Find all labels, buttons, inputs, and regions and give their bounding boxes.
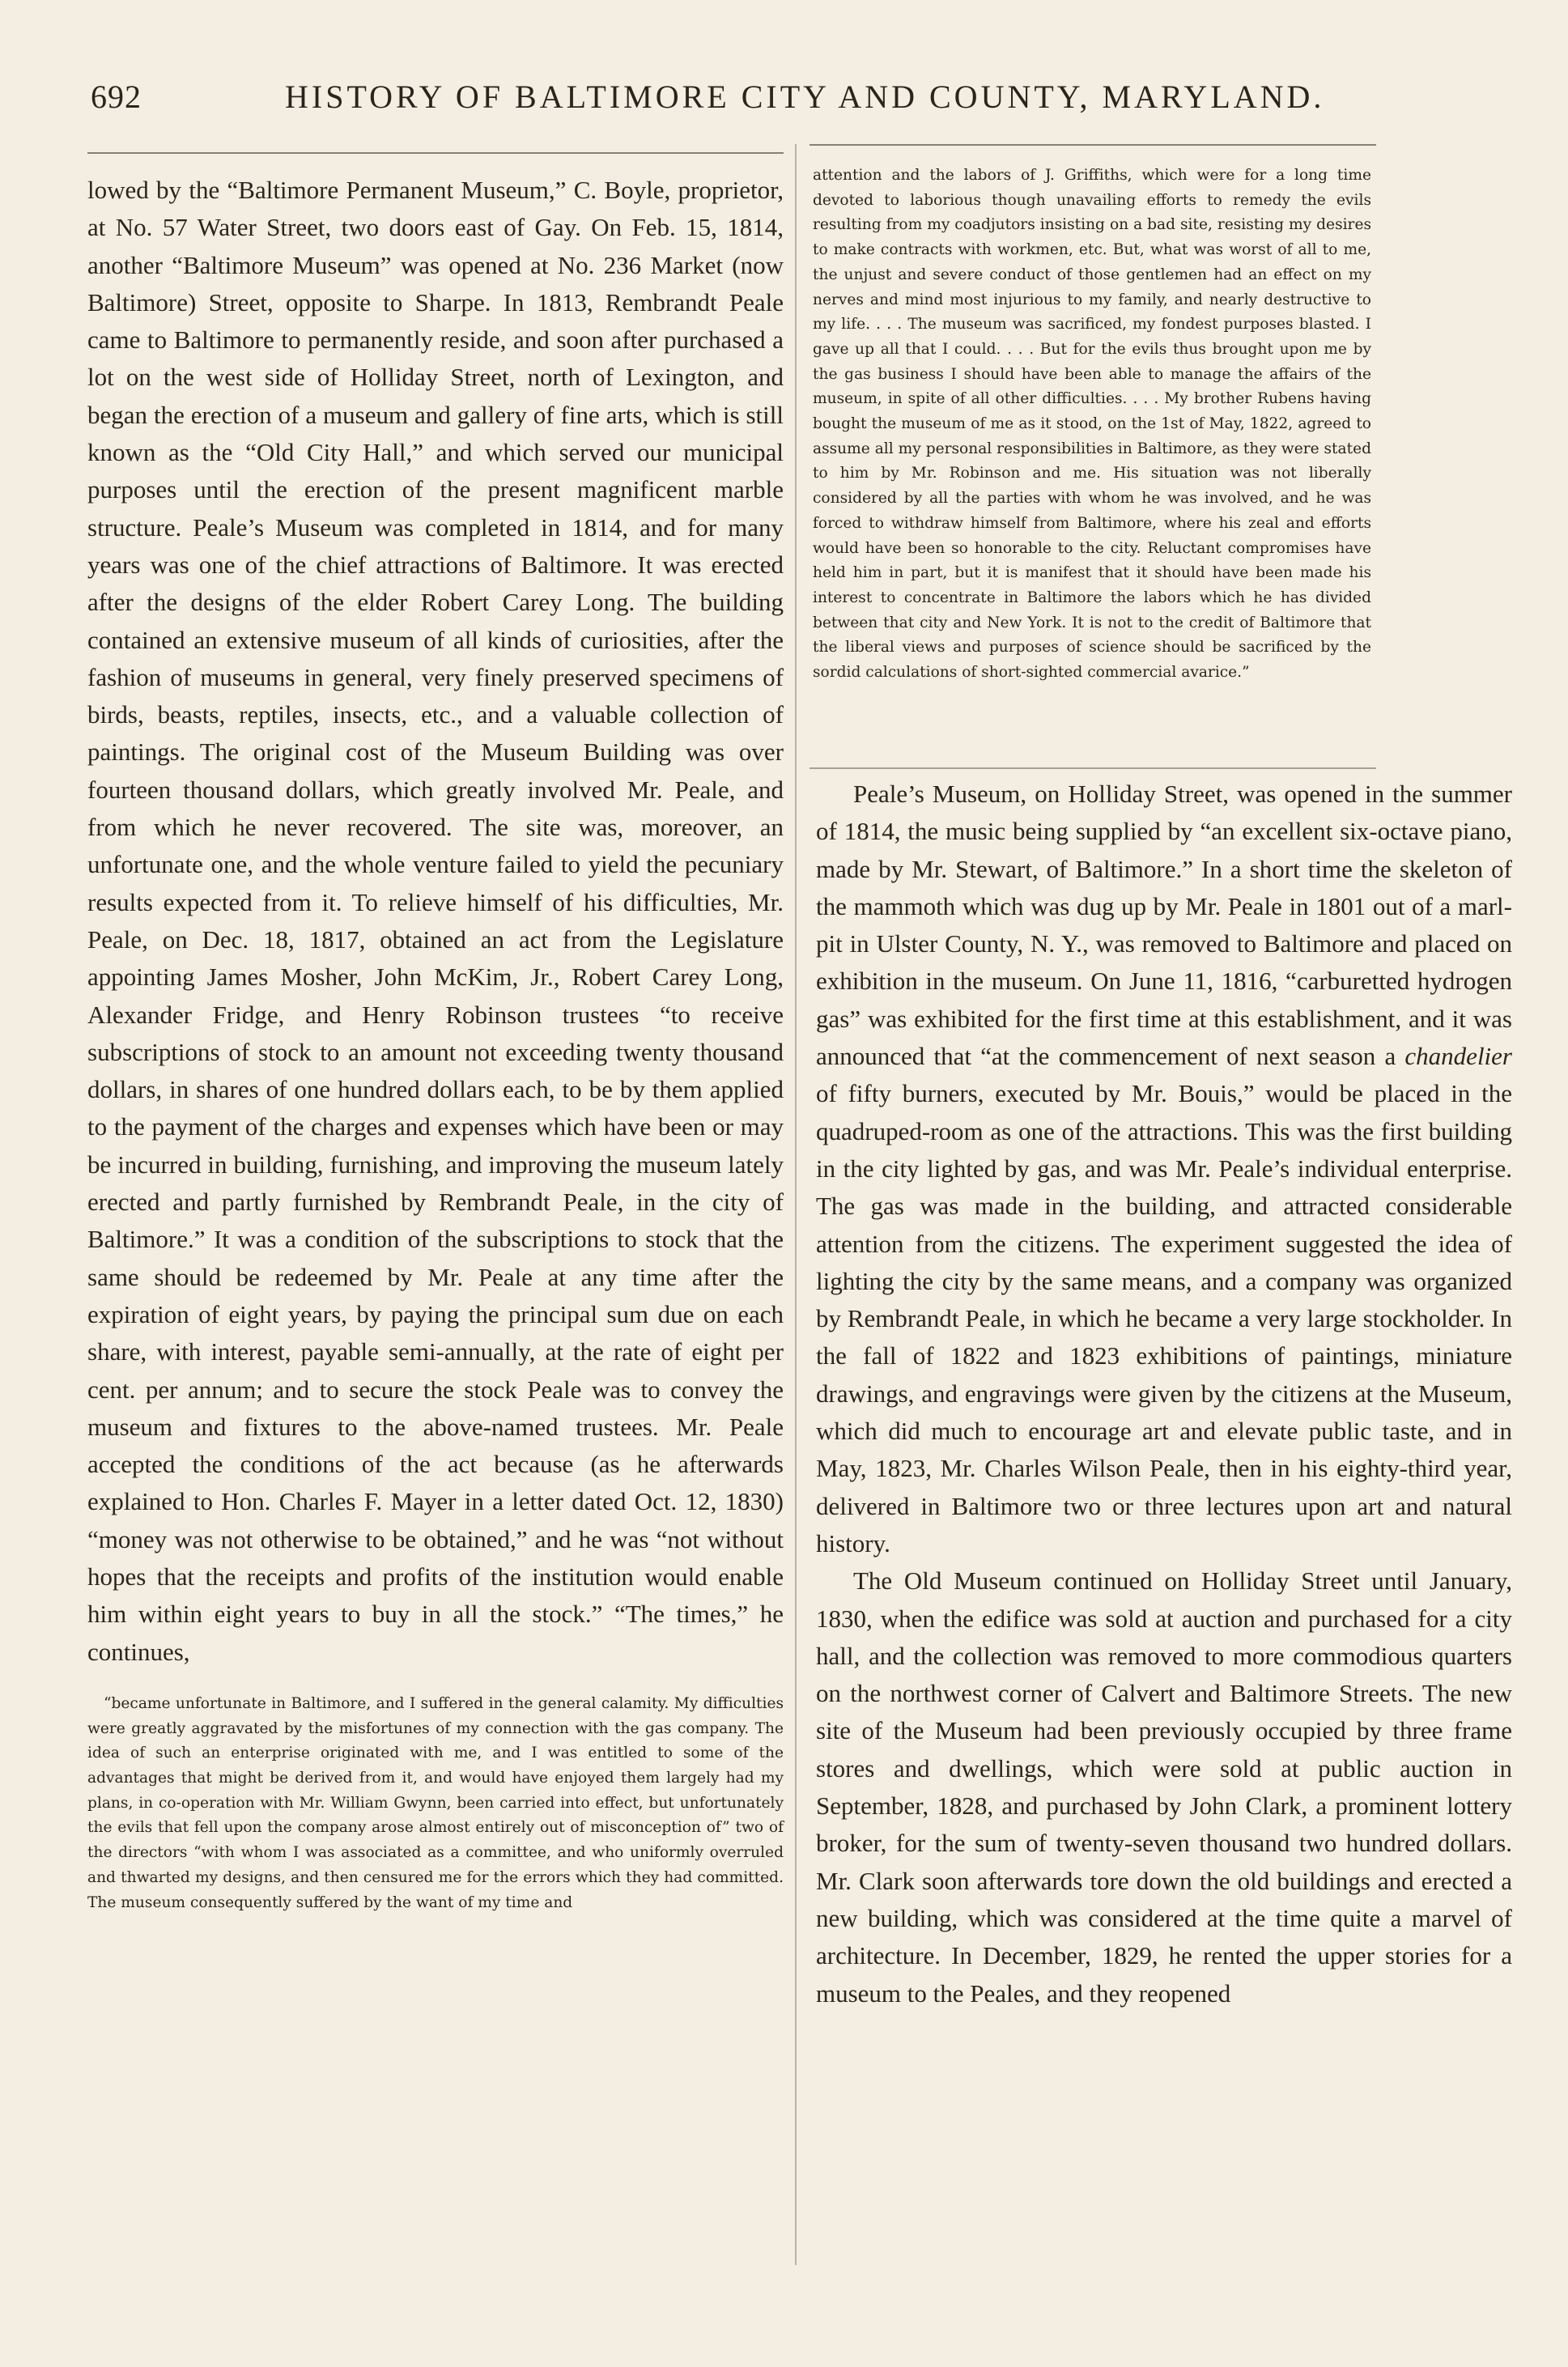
paragraph-text: of fifty burners, executed by Mr. Bouis,” would be placed in the quadruped-room as one of the attractions. This was the first building in the city lighted by gas, and was Mr. Peale’s individual enterprise. The gas was made in the building, and attracted considerable attention from the citizens. The experiment suggested the idea of lighting the city by the same means, and a company was organized by Rembrandt Peale, in which he became a very large stockholder. In the fall of 1822 and 1823 exhibitions of paintings, miniature drawings, and engravings were given by the citizens at the Museum, which did much to encourage art and elevate public taste, and in May, 1823, Mr. Charles Wilson Peale, then in his eighty-third year, delivered in Baltimore two or three lectures upon art and natural history.: [816, 1079, 1512, 1557]
footnote: “became unfortunate in Baltimore, and I suffered in the general calamity. My difficulties were greatly aggravated by the misfortunes of my connection with the gas company. The idea of such an enterprise originated with me, and I was entitled to some of the advantages that might be derived from it, and would have enjoyed them largely had my plans, in co-operation with Mr. William Gwynn, been carried into effect, but unfortunately the evils that fell upon the company arose almost entirely out of misconception of” two of the directors “with whom I was associated as a committee, and who uniformly overruled and thwarted my designs, and then censured me for the errors which they had committed. The museum consequently suffered by the want of my time and: [87, 1694, 784, 1911]
right-column-rule: [809, 144, 1376, 146]
column-separator: [795, 144, 797, 2265]
paragraph-text: Peale’s Museum, on Holliday Street, was opened in the summer of 1814, the music being supplied by “an excellent six-octave piano, made by Mr. Stewart, of Baltimore.” In a short time the skeleton of the mammoth which was dug up by Mr. Peale in 1801 out of a marl-pit in Ulster County, N. Y., was removed to Baltimore and placed on exhibition in the museum. On June 11, 1816, “carburetted hydrogen gas” was exhibited for the first time at this establishment, and it was announced that “at the commencement of next season a: [816, 780, 1512, 1071]
right-paragraph-2: The Old Museum continued on Holliday Street until January, 1830, when the edifice was sold at auction and purchased for a city hall, and the collection was removed to more commodious quarters on the northwest corner of Calvert and Baltimore Streets. The new site of the Museum had been previously occupied by three frame stores and dwellings, which were sold at public auction in September, 1828, and purchased by John Clark, a prominent lottery broker, for the sum of twenty-seven thousand two hundred dollars. Mr. Clark soon afterwards tore down the old buildings and erected a new building, which was considered at the time quite a marvel of architecture. In December, 1829, he rented the upper stories for a museum to the Peales, and they reopened: [816, 1566, 1512, 2008]
footnote-separator: [809, 767, 1376, 769]
left-column-rule: [87, 152, 784, 154]
italic-word: chandelier: [1404, 1042, 1512, 1071]
left-paragraph: lowed by the “Baltimore Permanent Museum,” C. Boyle, proprietor, at No. 57 Water Street, two doors east of Gay. On Feb. 15, 1814, another “Baltimore Museum” was opened at No. 236 Market (now Baltimore) Street, opposite to Sharpe. In 1813, Rembrandt Peale came to Baltimore to permanently reside, and soon after purchased a lot on the west side of Holliday Street, north of Lexington, and began the erection of a museum and gallery of fine arts, which is still known as the “Old City Hall,” and which served our municipal purposes until the erection of the present magnificent marble structure. Peale’s Museum was completed in 1814, and for many years was one of the chief attractions of Baltimore. It was erected after the designs of the elder Robert Carey Long. The building contained an extensive museum of all kinds of curiosities, after the fashion of museums in general, very finely preserved specimens of birds, beasts, reptiles, insects, etc., and a valuable collection of paintings. The original cost of the Museum Building was over fourteen thousand dollars, which greatly involved Mr. Peale, and from which he never recovered. The site was, moreover, an unfortunate one, and the whole venture failed to yield the pecuniary results expected from it. To relieve himself of his difficulties, Mr. Peale, on Dec. 18, 1817, obtained an act from the Legislature appointing James Mosher, John McKim, Jr., Robert Carey Long, Alexander Fridge, and Henry Robinson trustees “to receive subscriptions of stock to an amount not exceeding twenty thousand dollars, in shares of one hundred dollars each, to be by them applied to the payment of the charges and expenses which have been or may be incurred in building, furnishing, and improving the museum lately erected and partly furnished by Rembrandt Peale, in the city of Baltimore.” It was a condition of the subscriptions to stock that the same should be redeemed by Mr. Peale at any time after the expiration of eight years, by paying the principal sum due on each share, with interest, payable semi-annually, at the rate of eight per cent. per annum; and to secure the stock Peale was to convey the museum and fixtures to the above-named trustees. Mr. Peale accepted the conditions of the act because (as he afterwards explained to Hon. Charles F. Mayer in a letter dated Oct. 12, 1830) “money was not otherwise to be obtained,” and he was “not without hopes that the receipts and profits of the institution would enable him within eight years to buy in all the stock.” “The times,” he continues,: [87, 176, 784, 1666]
page-header: [91, 78, 1353, 126]
right-column-body: [816, 776, 1512, 2012]
running-title: HISTORY OF BALTIMORE CITY AND COUNTY, MARYLAND.: [285, 79, 1325, 115]
page-number: 692: [91, 79, 142, 115]
right-column-footnote: [813, 164, 1371, 686]
right-paragraph-1: [816, 776, 1512, 1562]
left-column: [87, 172, 784, 1915]
footnote-continued: attention and the labors of J. Griffiths, which were for a long time devoted to laborious though unavailing efforts to remedy the evils resulting from my coadjutors insisting on a bad site, resisting my desires to make contracts with workmen, etc. But, what was worst of all to me, the unjust and severe conduct of those gentlemen had an effect on my nerves and mind most injurious to my family, and nearly destructive to my life. . . . The museum was sacrificed, my fondest purposes blasted. I gave up all that I could. . . . But for the evils thus brought upon me by the gas business I should have been able to manage the affairs of the museum, in spite of all other difficulties. . . . My brother Rubens having bought the museum of me as it stood, on the 1st of May, 1822, agreed to assume all my personal responsibilities in Baltimore, as they were stated to him by Mr. Robinson and me. His situation was not liberally considered by all the parties with whom he was involved, and he was forced to withdraw himself from Baltimore, where his zeal and efforts would have been so honorable to the city. Reluctant compromises have held him in part, but it is manifest that it should have been made his interest to concentrate in Baltimore the labors which he has divided between that city and New York. It is not to the credit of Baltimore that the liberal views and purposes of science should be sacrificed by the sordid calculations of short-sighted commercial avarice.”: [813, 167, 1371, 682]
